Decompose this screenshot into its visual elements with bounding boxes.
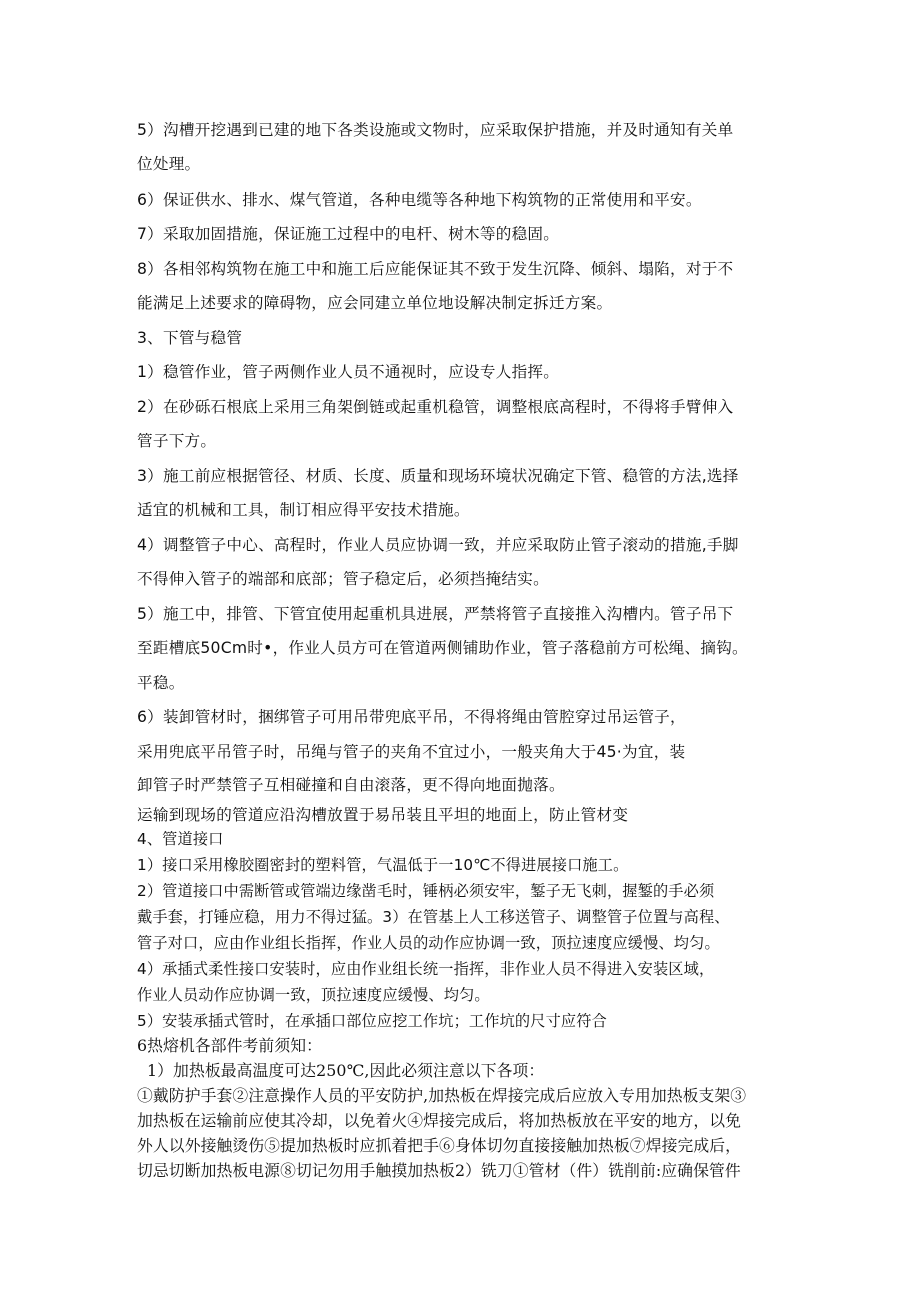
text-line: 管子对口，应由作业组长指挥，作业人员的动作应协调一致，顶拉速度应缓慢、均匀。	[137, 934, 720, 952]
section-heading: 3、下管与稳管	[137, 329, 243, 347]
text-line: 位处理。	[137, 155, 201, 173]
section-heading: 4、管道接口	[137, 830, 224, 848]
text-line: 切忌切断加热板电源⑧切记勿用手触摸加热板2）铣刀①管材（件）铣削前:应确保管件	[137, 1161, 741, 1180]
text-line: 4）调整管子中心、高程时，作业人员应协调一致，并应采取防止管子滚动的措施,手脚	[137, 536, 739, 554]
text-line: 7）采取加固措施，保证施工过程中的电杆、树木等的稳固。	[137, 225, 560, 243]
text-line: 适宜的机械和工具，制订相应得平安技术措施。	[137, 501, 470, 519]
text-line: 2）管道接口中需断管或管端边缘凿毛时，锤柄必须安牢，錾子无飞刺，握錾的手必须	[137, 882, 715, 900]
text-line: 2）在砂砾石根底上采用三角架倒链或起重机稳管，调整根底高程时，不得将手臂伸入	[137, 398, 734, 416]
text-line: ①戴防护手套②注意操作人员的平安防护,加热板在焊接完成后应放入专用加热板支架③	[137, 1086, 747, 1105]
text-line: 加热板在运输前应使其冷却，以免着火④焊接完成后，将加热板放在平安的地方，以免	[137, 1111, 742, 1130]
section-heading: 6热熔机各部件考前须知：	[137, 1036, 323, 1055]
text-line: 能满足上述要求的障碍物，应会同建立单位地设解决制定拆迁方案。	[137, 294, 613, 312]
text-line: 作业人员动作应协调一致，顶拉速度应缓慢、均匀。	[137, 986, 490, 1004]
text-line: 运输到现场的管道应沿沟槽放置于易吊装且平坦的地面上，防止管材变	[137, 806, 629, 824]
text-line: 至距槽底50Cm时•，作业人员方可在管道两侧铺助作业，管子落稳前方可松绳、摘钩。	[137, 639, 748, 657]
text-line: 5）施工中，排管、下管宜使用起重机具进展，严禁将管子直接推入沟槽内。管子吊下	[137, 605, 734, 623]
text-line: 5）沟槽开挖遇到已建的地下各类设施或文物时，应采取保护措施，并及时通知有关单	[137, 121, 734, 139]
text-line: 6）装卸管材时，捆绑管子可用吊带兜底平吊，不得将绳由管腔穿过吊运管子，	[137, 708, 686, 726]
text-line: 1）接口采用橡胶圈密封的塑料管，气温低于一10℃不得进展接口施工。	[137, 856, 629, 874]
text-line: 平稳。	[137, 674, 185, 692]
text-line: 不得伸入管子的端部和底部；管子稳定后，必须挡掩结实。	[137, 570, 549, 588]
text-line: 5）安装承插式管时，在承插口部位应挖工作坑；工作坑的尺寸应符合	[137, 1012, 607, 1030]
text-line: 外人以外接触烫伤⑤提加热板时应抓着把手⑥身体切勿直接接触加热板⑦焊接完成后，	[137, 1136, 742, 1155]
text-line: 1）加热板最高温度可达250℃,因此必须注意以下各项：	[147, 1061, 545, 1080]
text-line: 3）施工前应根据管径、材质、长度、质量和现场环境状况确定下管、稳管的方法,选择	[137, 467, 739, 485]
text-line: 4）承插式柔性接口安装时，应由作业组长统一指挥，非作业人员不得进入安装区域，	[137, 960, 715, 978]
text-line: 采用兜底平吊管子时，吊绳与管子的夹角不宜过小，一般夹角大于45·为宜，装	[137, 743, 686, 761]
text-line: 8）各相邻构筑物在施工中和施工后应能保证其不致于发生沉降、倾斜、塌陷，对于不	[137, 260, 734, 278]
text-line: 6）保证供水、排水、煤气管道，各种电缆等各种地下构筑物的正常使用和平安。	[137, 191, 702, 209]
text-line: 卸管子时严禁管子互相碰撞和自由滚落，更不得向地面抛落。	[137, 776, 565, 794]
text-line: 戴手套，打锤应稳，用力不得过猛。3）在管基上人工移送管子、调整管子位置与高程、	[137, 908, 730, 926]
text-line: 1）稳管作业，管子两侧作业人员不通视时，应设专人指挥。	[137, 363, 560, 381]
text-line: 管子下方。	[137, 432, 217, 450]
